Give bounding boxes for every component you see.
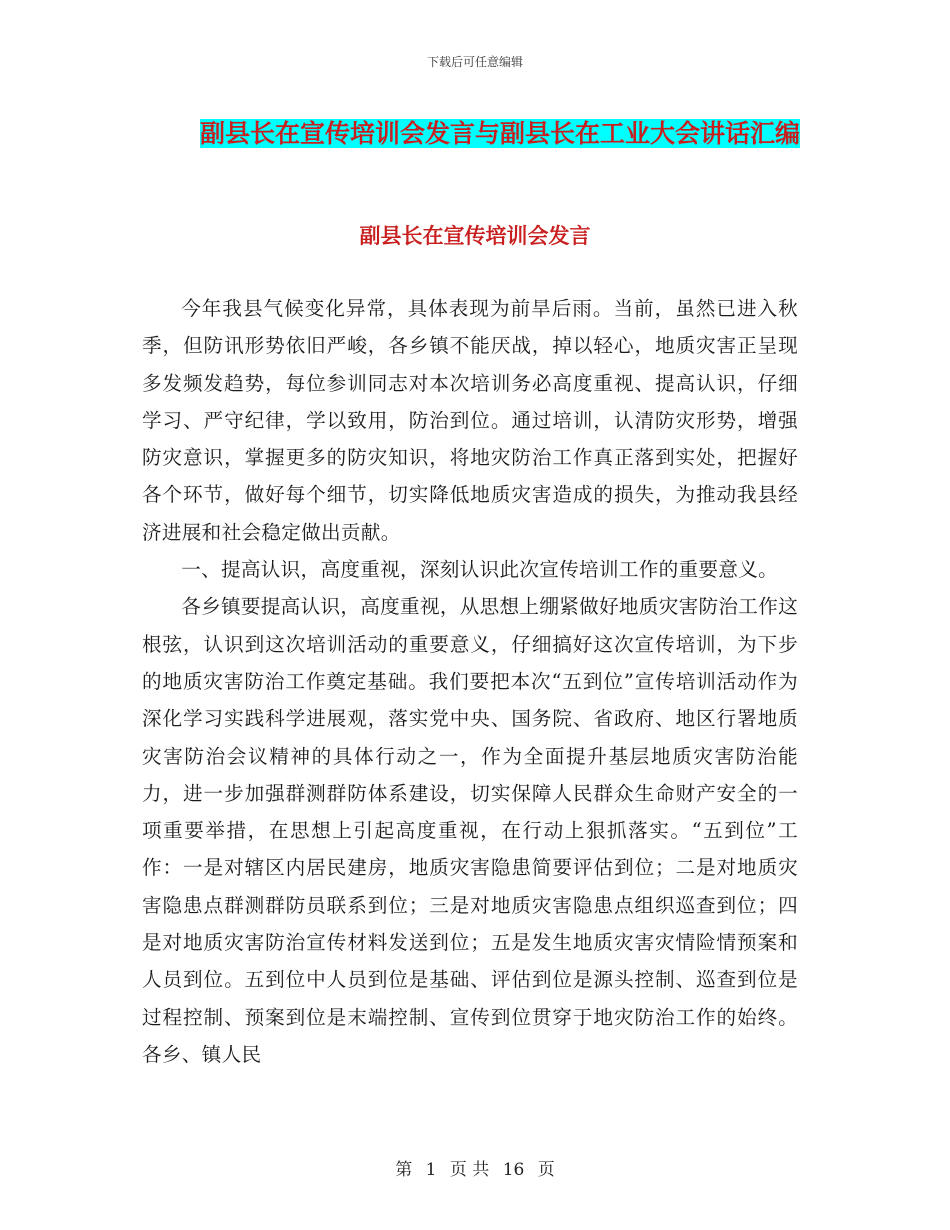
document-title-text: 副县长在宣传培训会发言与副县长在工业大会讲话汇编 — [199, 119, 800, 148]
footer-total-pages: 16 — [502, 1160, 525, 1180]
paragraph: 今年我县气候变化异常，具体表现为前旱后雨。当前，虽然已进入秋季，但防讯形势依旧严峻，各乡镇不能厌战，掉以轻心，地质灾害正呈现多发频发趋势，每位参训同志对本次培训务必高度重视、提高认识，仔细学习、严守纪律，学以致用，防治到位。通过培训，认清防灾形势，增强防灾意识，掌握更多的防灾知识，将地灾防治工作真正落到实处，把握好各个环节，做好每个细节，切实降低地质灾害造成的损失，为推动我县经济进展和社会稳定做出贡献。 — [142, 297, 798, 544]
footer-page-number: 1 — [425, 1160, 437, 1180]
body-text — [142, 290, 798, 1073]
footer-suffix: 页 — [537, 1160, 555, 1180]
page-footer — [0, 1155, 950, 1180]
document-title — [150, 112, 850, 156]
footer-middle: 页 共 — [449, 1160, 490, 1180]
section-title: 副县长在宣传培训会发言 — [359, 224, 591, 248]
footer-prefix: 第 — [395, 1160, 413, 1180]
paragraph: 各乡镇要提高认识，高度重视，从思想上绷紧做好地质灾害防治工作这根弦，认识到这次培训活动的重要意义，仔细搞好这次宣传培训，为下步的地质灾害防治工作奠定基础。我们要把本次“五到位”宣传培训活动作为深化学习实践科学进展观，落实党中央、国务院、省政府、地区行署地质灾害防治会议精神的具体行动之一，作为全面提升基层地质灾害防治能力，进一步加强群测群防体系建设，切实保障人民群众生命财产安全的一项重要举措，在思想上引起高度重视，在行动上狠抓落实。“五到位”工作：一是对辖区内居民建房，地质灾害隐患简要评估到位；二是对地质灾害隐患点群测群防员联系到位；三是对地质灾害隐患点组织巡查到位；四是对地质灾害防治宣传材料发送到位；五是发生地质灾害灾情险情预案和人员到位。五到位中人员到位是基础、评估到位是源头控制、巡查到位是过程控制、预案到位是末端控制、宣传到位贯穿于地灾防治工作的始终。各乡、镇人民 — [142, 595, 798, 1066]
paragraph: 一、提高认识，高度重视，深刻认识此次宣传培训工作的重要意义。 — [181, 558, 778, 582]
header-note: 下载后可任意编辑 — [426, 55, 523, 69]
